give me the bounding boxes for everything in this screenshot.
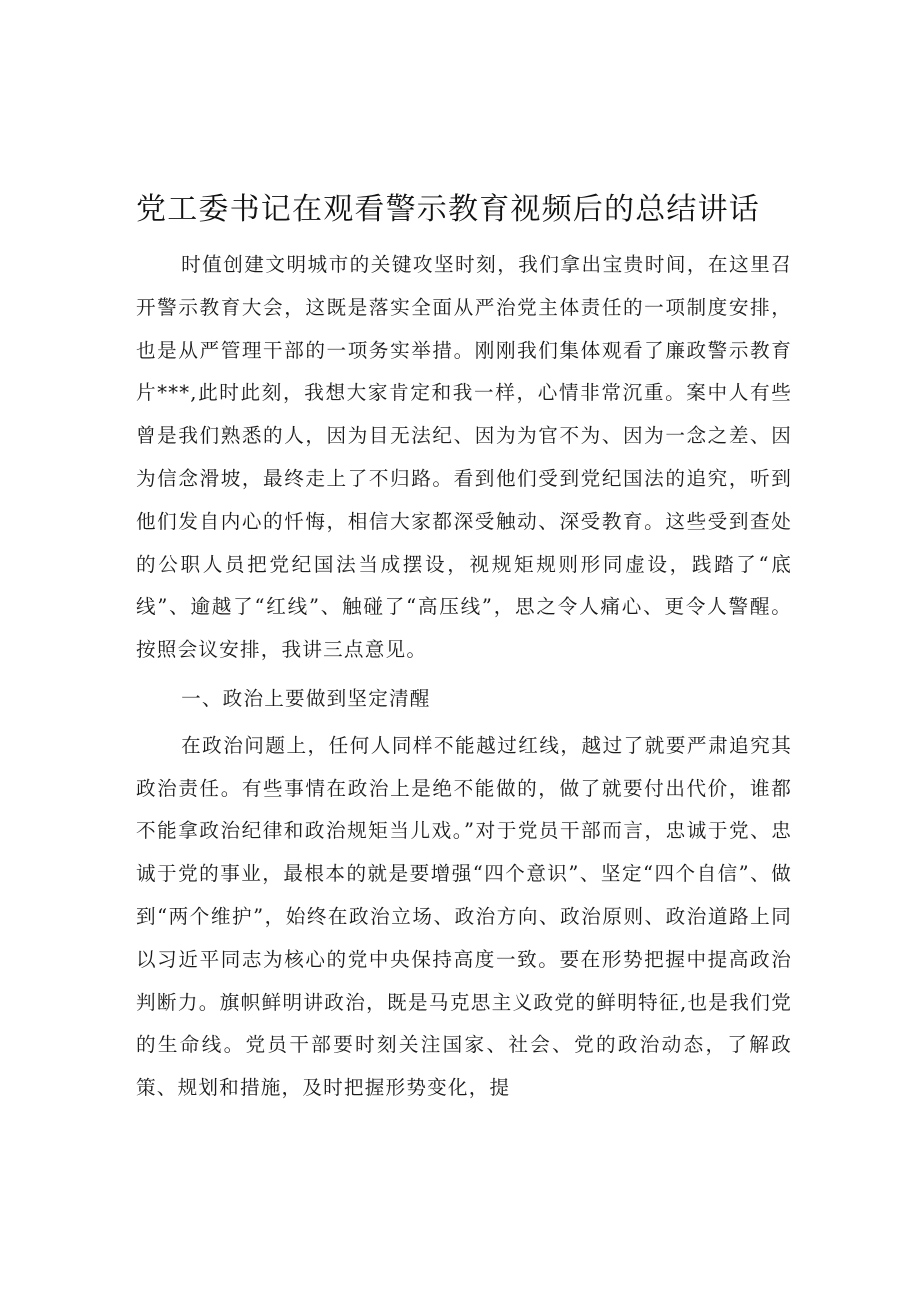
section-1-paragraph: 在政治问题上，任何人同样不能越过红线，越过了就要严肃追究其政治责任。有些事情在政治上是绝不能做的，做了就要付出代价，谁都不能拿政治纪律和政治规矩当儿戏。”对于党员干部而言，忠诚于党、忠诚于党的事业，最根本的就是要增强“四个意识”、坚定“四个自信”、做到“两个维护”，始终在政治立场、政治方向、政治原则、政治道路上同以习近平同志为核心的党中央保持高度一致。要在形势把握中提高政治判断力。旗帜鲜明讲政治，既是马克思主义政党的鲜明特征,也是我们党的生命线。党员干部要时刻关注国家、社会、党的政治动态，了解政策、规划和措施，及时把握形势变化，提 xyxy=(136,733,792,1100)
intro-paragraph: 时值创建文明城市的关键攻坚时刻，我们拿出宝贵时间，在这里召开警示教育大会，这既是落实全面从严治党主体责任的一项制度安排，也是从严管理干部的一项务实举措。刚刚我们集体观看了廉政警示教育片***,此时此刻，我想大家肯定和我一样，心情非常沉重。案中人有些曾是我们熟悉的人，因为目无法纪、因为为官不为、因为一念之差、因为信念滑坡，最终走上了不归路。看到他们受到党纪国法的追究，听到他们发自内心的忏悔，相信大家都深受触动、深受教育。这些受到查处的公职人员把党纪国法当成摆设，视规矩规则形同虚设，践踏了“底线”、逾越了“红线”、触碰了“高压线”，思之令人痛心、更令人警醒。按照会议安排，我讲三点意见。 xyxy=(136,253,792,662)
section-heading-1: 一、政治上要做到坚定清醒 xyxy=(181,686,431,710)
page-title: 党工委书记在观看警示教育视频后的总结讲话 xyxy=(136,192,760,227)
document-body xyxy=(136,244,792,1110)
